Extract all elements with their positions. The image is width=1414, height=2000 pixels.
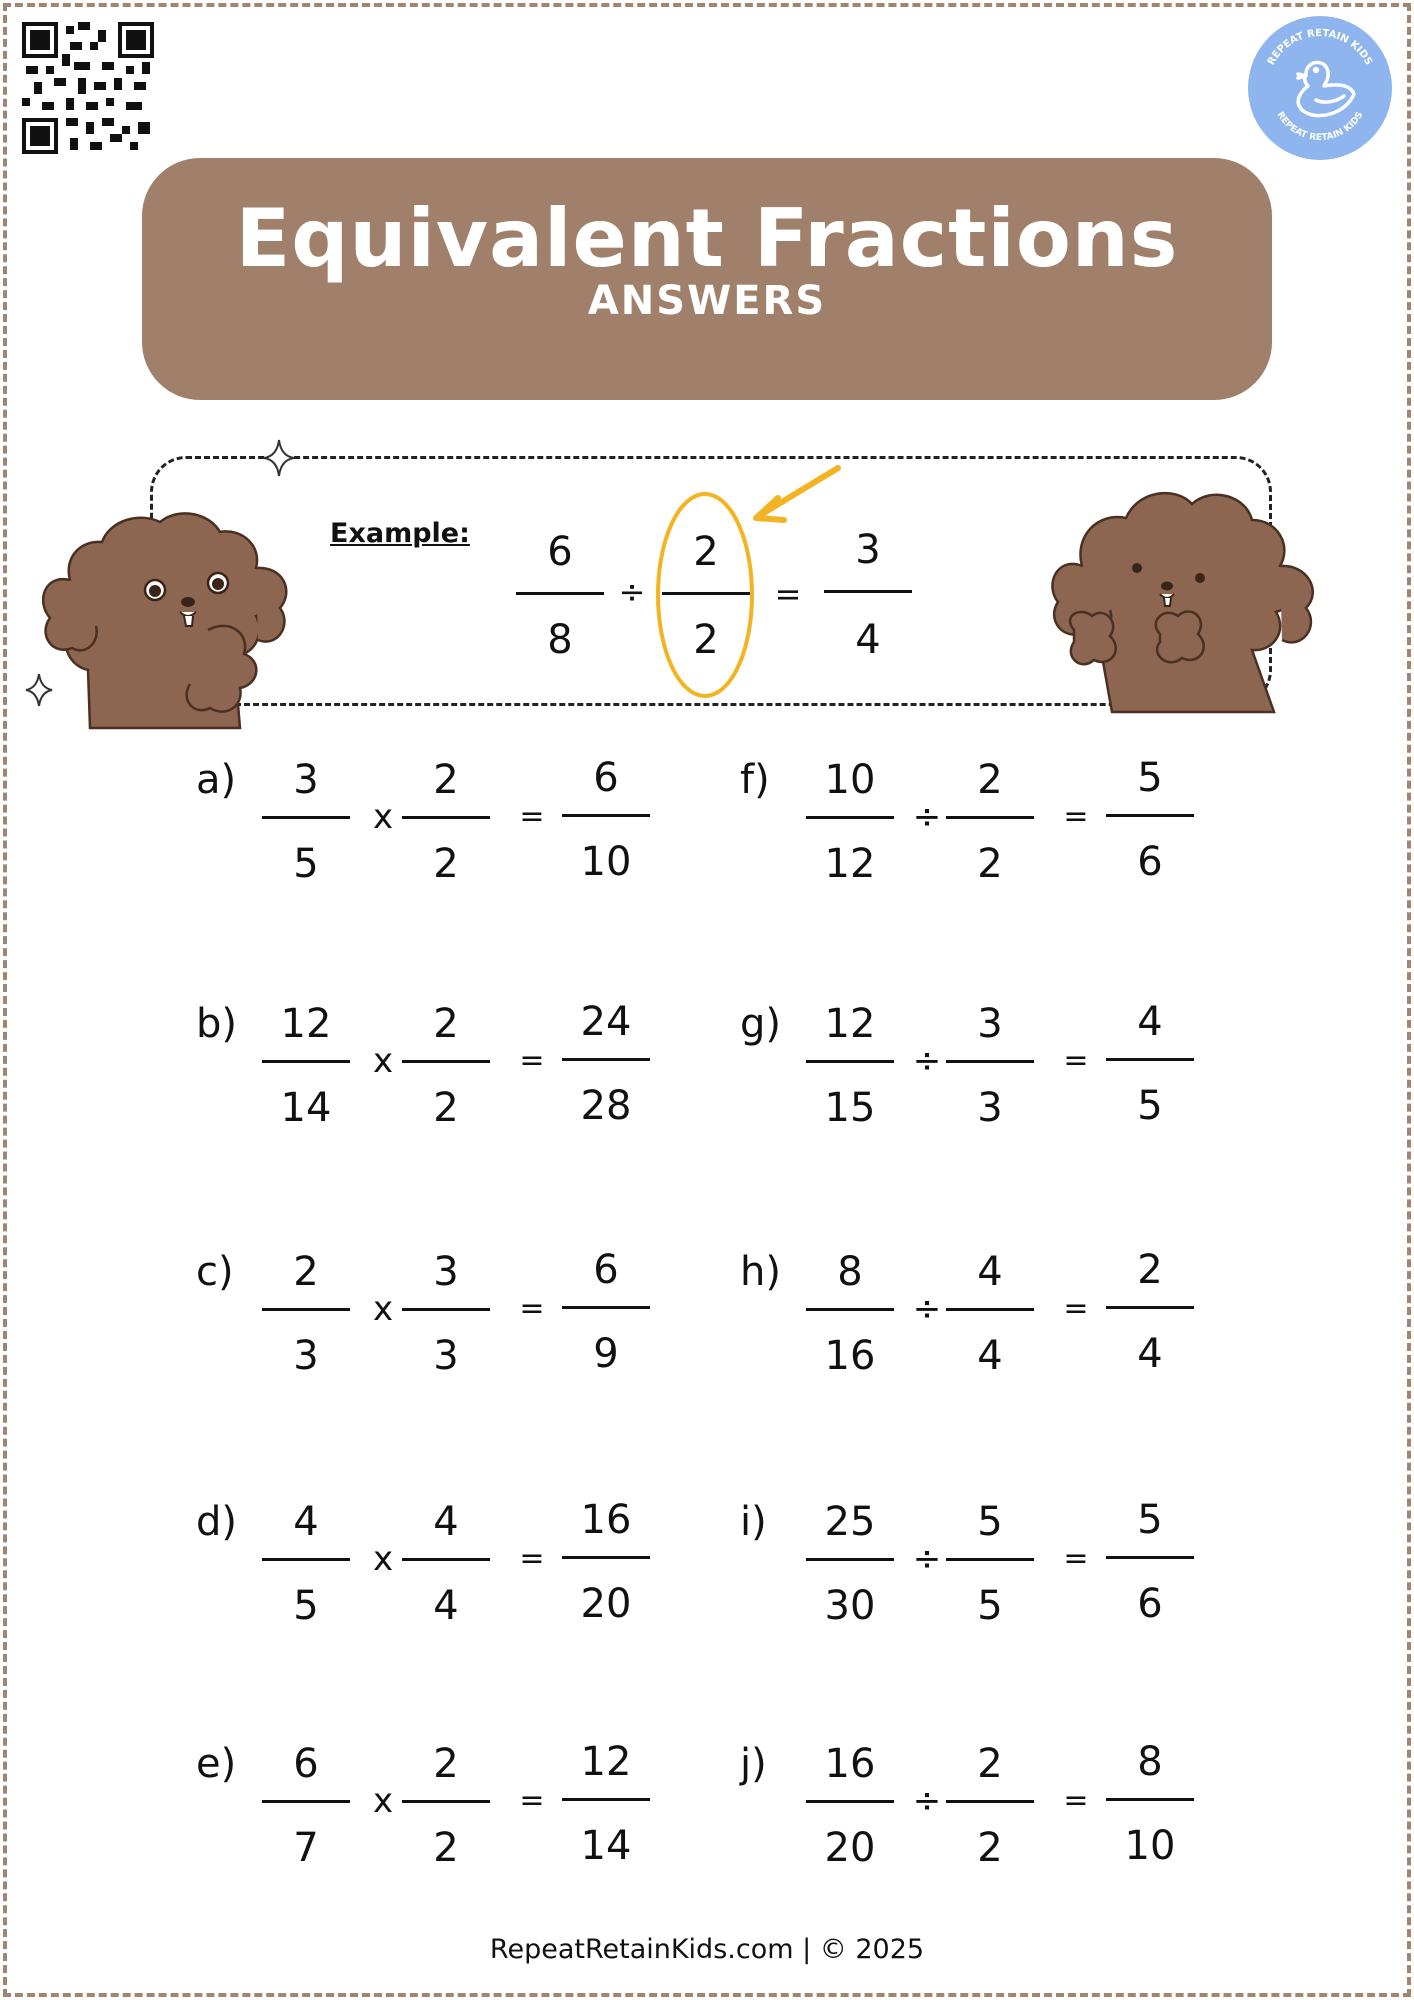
fraction-bar (806, 1060, 894, 1063)
problem-second-fraction-numerator: 2 (977, 757, 1003, 803)
problem-second-fraction-numerator: 2 (433, 1741, 459, 1787)
problem-result-fraction-denominator: 10 (580, 839, 632, 885)
problem-result-fraction-numerator: 5 (1137, 1497, 1163, 1543)
problem-operator: x (372, 1041, 394, 1081)
problem-operator: x (372, 1289, 394, 1329)
page-title: Equivalent Fractions (235, 192, 1179, 285)
fraction-bar (946, 1800, 1034, 1803)
fraction-bar (262, 1558, 350, 1561)
fraction-bar (806, 1308, 894, 1311)
problem-label: f) (740, 757, 770, 803)
problem-first-fraction-denominator: 14 (280, 1085, 332, 1131)
repeat-retain-kids-logo[interactable] (1246, 14, 1394, 162)
example-mid-denominator: 2 (693, 617, 719, 663)
fraction-bar (402, 1308, 490, 1311)
problem-first-fraction-numerator: 3 (293, 757, 319, 803)
example-label: Example: (330, 518, 470, 549)
fraction-bar (806, 1558, 894, 1561)
problem-first-fraction-numerator: 16 (824, 1741, 876, 1787)
problem-first-fraction-numerator: 25 (824, 1499, 876, 1545)
problem-result-fraction-numerator: 6 (593, 1247, 619, 1293)
example-result-numerator: 3 (855, 527, 881, 573)
problem-label: c) (196, 1249, 234, 1295)
example-left-numerator: 6 (547, 529, 573, 575)
example-left-denominator: 8 (547, 617, 573, 663)
problem-label: e) (196, 1741, 237, 1787)
problem-second-fraction-denominator: 5 (977, 1583, 1003, 1629)
problem-second-fraction-numerator: 2 (433, 1001, 459, 1047)
problem-second-fraction-numerator: 4 (977, 1249, 1003, 1295)
problem-operator: x (372, 1781, 394, 1821)
problem-equals: = (1063, 1291, 1089, 1326)
title-banner (142, 158, 1272, 400)
svg-text:REPEAT RETAIN KIDS: REPEAT RETAIN KIDS (1274, 110, 1366, 144)
problem-equals: = (1063, 1541, 1089, 1576)
problem-first-fraction-numerator: 10 (824, 757, 876, 803)
fraction-bar (1106, 1798, 1194, 1801)
problem-first-fraction-denominator: 3 (293, 1333, 319, 1379)
fraction-bar (262, 816, 350, 819)
problem-equals: = (1063, 799, 1089, 834)
fraction-bar (562, 1306, 650, 1309)
problem-second-fraction-numerator: 3 (433, 1249, 459, 1295)
problem-result-fraction-numerator: 12 (580, 1739, 632, 1785)
problem-second-fraction-denominator: 3 (433, 1333, 459, 1379)
problem-operator: ÷ (912, 1289, 942, 1329)
fraction-bar (824, 590, 912, 593)
qr-code-icon[interactable] (22, 22, 154, 154)
problem-operator: x (372, 1539, 394, 1579)
problem-second-fraction-denominator: 4 (433, 1583, 459, 1629)
fraction-bar (662, 592, 750, 595)
problem-operator: ÷ (912, 797, 942, 837)
problem-result-fraction-denominator: 20 (580, 1581, 632, 1627)
fraction-bar (946, 816, 1034, 819)
problem-operator: ÷ (912, 1781, 942, 1821)
problem-result-fraction-denominator: 4 (1137, 1331, 1163, 1377)
problem-second-fraction-denominator: 4 (977, 1333, 1003, 1379)
problem-equals: = (1063, 1043, 1089, 1078)
problem-first-fraction-numerator: 4 (293, 1499, 319, 1545)
problem-result-fraction-denominator: 9 (593, 1331, 619, 1377)
fraction-bar (516, 592, 604, 595)
problem-label: g) (740, 1001, 781, 1047)
page-subtitle: ANSWERS (587, 278, 827, 324)
fraction-bar (262, 1060, 350, 1063)
example-mid-numerator: 2 (693, 529, 719, 575)
problem-first-fraction-denominator: 7 (293, 1825, 319, 1871)
problem-label: b) (196, 1001, 237, 1047)
footer-text: RepeatRetainKids.com | © 2025 (489, 1934, 925, 1965)
problem-operator: x (372, 797, 394, 837)
problem-result-fraction-denominator: 14 (580, 1823, 632, 1869)
problem-second-fraction-denominator: 2 (433, 1825, 459, 1871)
problem-result-fraction-denominator: 28 (580, 1083, 632, 1129)
problem-second-fraction-numerator: 3 (977, 1001, 1003, 1047)
fraction-bar (262, 1308, 350, 1311)
svg-text:REPEAT RETAIN KIDS: REPEAT RETAIN KIDS (1265, 27, 1375, 68)
problem-equals: = (519, 1291, 545, 1326)
highlight-ellipse (654, 490, 756, 700)
problem-second-fraction-denominator: 2 (433, 841, 459, 887)
problem-first-fraction-denominator: 12 (824, 841, 876, 887)
problem-result-fraction-denominator: 10 (1124, 1823, 1176, 1869)
problem-label: j) (740, 1741, 767, 1787)
problem-label: h) (740, 1249, 781, 1295)
problem-second-fraction-denominator: 2 (977, 841, 1003, 887)
problem-first-fraction-numerator: 2 (293, 1249, 319, 1295)
problem-result-fraction-numerator: 5 (1137, 755, 1163, 801)
problem-second-fraction-denominator: 2 (433, 1085, 459, 1131)
problem-result-fraction-numerator: 24 (580, 999, 632, 1045)
problem-first-fraction-denominator: 16 (824, 1333, 876, 1379)
fraction-bar (402, 1558, 490, 1561)
problem-first-fraction-numerator: 8 (837, 1249, 863, 1295)
problem-second-fraction-numerator: 5 (977, 1499, 1003, 1545)
problem-label: a) (196, 757, 237, 803)
arrow-icon (748, 462, 844, 528)
problem-result-fraction-denominator: 5 (1137, 1083, 1163, 1129)
problem-equals: = (519, 1043, 545, 1078)
problem-result-fraction-numerator: 2 (1137, 1247, 1163, 1293)
poodle-left-illustration (30, 470, 330, 730)
problem-first-fraction-denominator: 15 (824, 1085, 876, 1131)
problem-result-fraction-numerator: 8 (1137, 1739, 1163, 1785)
problem-first-fraction-numerator: 12 (280, 1001, 332, 1047)
fraction-bar (562, 1556, 650, 1559)
fraction-bar (1106, 1556, 1194, 1559)
problem-first-fraction-denominator: 30 (824, 1583, 876, 1629)
problem-equals: = (519, 799, 545, 834)
problem-second-fraction-denominator: 3 (977, 1085, 1003, 1131)
fraction-bar (562, 814, 650, 817)
problem-result-fraction-numerator: 4 (1137, 999, 1163, 1045)
problem-equals: = (1063, 1783, 1089, 1818)
fraction-bar (946, 1558, 1034, 1561)
problem-first-fraction-denominator: 5 (293, 1583, 319, 1629)
problem-operator: ÷ (912, 1539, 942, 1579)
fraction-bar (562, 1798, 650, 1801)
fraction-bar (946, 1060, 1034, 1063)
fraction-bar (1106, 1306, 1194, 1309)
problem-second-fraction-numerator: 2 (977, 1741, 1003, 1787)
problem-second-fraction-denominator: 2 (977, 1825, 1003, 1871)
problem-operator: ÷ (912, 1041, 942, 1081)
problem-label: d) (196, 1499, 237, 1545)
problem-result-fraction-numerator: 6 (593, 755, 619, 801)
fraction-bar (946, 1308, 1034, 1311)
problem-equals: = (519, 1783, 545, 1818)
fraction-bar (262, 1800, 350, 1803)
example-result-denominator: 4 (855, 617, 881, 663)
fraction-bar (806, 816, 894, 819)
fraction-bar (806, 1800, 894, 1803)
example-equals: = (774, 575, 802, 613)
problem-result-fraction-denominator: 6 (1137, 839, 1163, 885)
problem-first-fraction-denominator: 20 (824, 1825, 876, 1871)
problem-first-fraction-numerator: 6 (293, 1741, 319, 1787)
problem-equals: = (519, 1541, 545, 1576)
problem-result-fraction-denominator: 6 (1137, 1581, 1163, 1627)
fraction-bar (1106, 1058, 1194, 1061)
fraction-bar (1106, 814, 1194, 817)
problem-first-fraction-denominator: 5 (293, 841, 319, 887)
example-operator: ÷ (618, 573, 646, 611)
fraction-bar (562, 1058, 650, 1061)
fraction-bar (402, 816, 490, 819)
poodle-right-illustration (1040, 456, 1330, 714)
fraction-bar (402, 1060, 490, 1063)
problem-result-fraction-numerator: 16 (580, 1497, 632, 1543)
problem-label: i) (740, 1499, 767, 1545)
problem-second-fraction-numerator: 2 (433, 757, 459, 803)
fraction-bar (402, 1800, 490, 1803)
problem-first-fraction-numerator: 12 (824, 1001, 876, 1047)
problem-second-fraction-numerator: 4 (433, 1499, 459, 1545)
